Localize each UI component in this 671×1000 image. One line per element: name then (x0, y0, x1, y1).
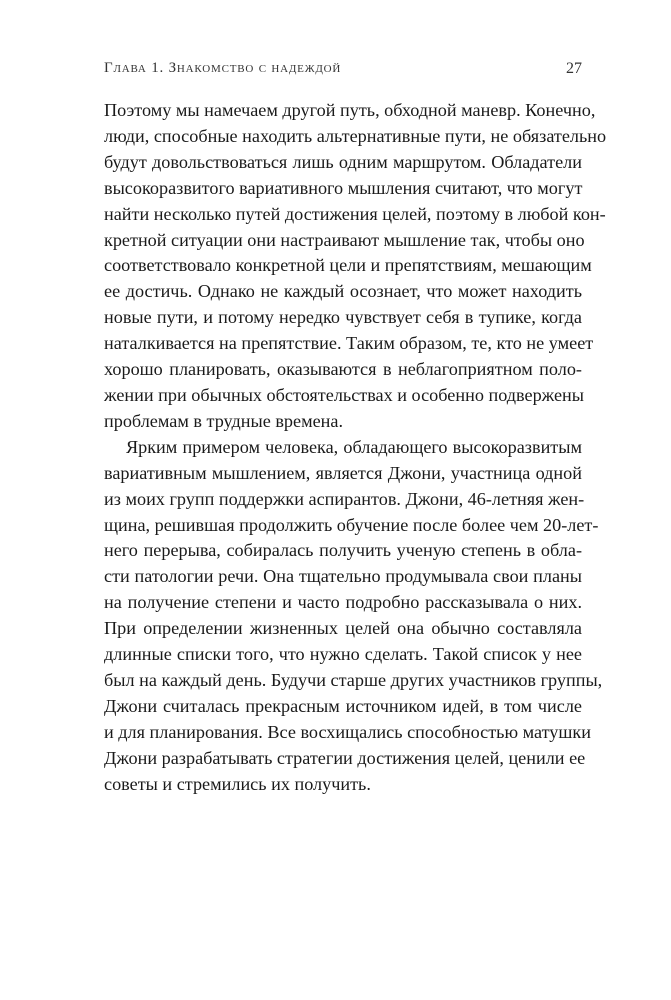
body-text (104, 98, 607, 797)
paragraph (104, 435, 603, 798)
text-line: жении при обычных обстоятельствах и особенно подвержены (104, 384, 585, 405)
text-line: из моих групп поддержки аспирантов. Джони, 46-летняя жен- (104, 488, 585, 509)
text-line: наталкивается на препятствие. Таким образом, те, кто не умеет (104, 333, 594, 354)
text-line: щина, решившая продолжить обучение после более чем 20-лет- (104, 514, 599, 535)
text-line: будут довольствоваться лишь одним маршрутом. Обладатели (104, 151, 582, 172)
text-line: Поэтому мы намечаем другой путь, обходной маневр. Конечно, (104, 100, 596, 120)
text-line: люди, способные находить альтернативные пути, не обязательно (104, 125, 607, 146)
text-line: советы и стремились их получить. (104, 773, 371, 794)
text-line: него перерыва, собиралась получить ученую степень в обла- (104, 540, 582, 561)
text-line: был на каждый день. Будучи старше других участников группы, (104, 669, 603, 690)
text-line: Джони разрабатывать стратегии достижения целей, ценили ее (104, 747, 586, 768)
running-head (104, 60, 582, 82)
text-line: найти несколько путей достижения целей, поэтому в любой кон- (104, 203, 606, 224)
text-line: Джони считалась прекрасным источником идей, в том числе (104, 695, 582, 716)
text-line: высокоразвитого вариативного мышления считают, что могут (104, 177, 583, 198)
text-line: При определении жизненных целей она обычно составляла (104, 618, 582, 639)
text-line: на получение степени и часто подробно рассказывала о них. (104, 592, 582, 613)
page-number: 27 (566, 60, 582, 77)
text-line: Ярким примером человека, обладающего высокоразвитым (126, 436, 582, 457)
text-line: длинные списки того, что нужно сделать. Такой список у нее (104, 644, 582, 665)
text-line: хорошо планировать, оказываются в неблагоприятном поло- (104, 359, 582, 380)
text-line: новые пути, и потому нередко чувствует себя в тупике, когда (104, 307, 582, 328)
text-line: сти патологии речи. Она тщательно продумывала свои планы (104, 566, 582, 587)
text-line: соответствовало конкретной цели и препятствиям, мешающим (104, 255, 592, 276)
paragraph (104, 98, 607, 435)
text-line: кретной ситуации они настраивают мышление так, чтобы оно (104, 229, 585, 250)
text-line: вариативным мышлением, является Джони, участница одной (104, 462, 582, 483)
text-line: ее достичь. Однако не каждый осознает, что может находить (104, 281, 582, 302)
chapter-title: Глава 1. Знакомство с надеждой (104, 60, 342, 76)
text-line: проблемам в трудные времена. (104, 410, 344, 431)
text-line: и для планирования. Все восхищались способностью матушки (104, 721, 591, 742)
